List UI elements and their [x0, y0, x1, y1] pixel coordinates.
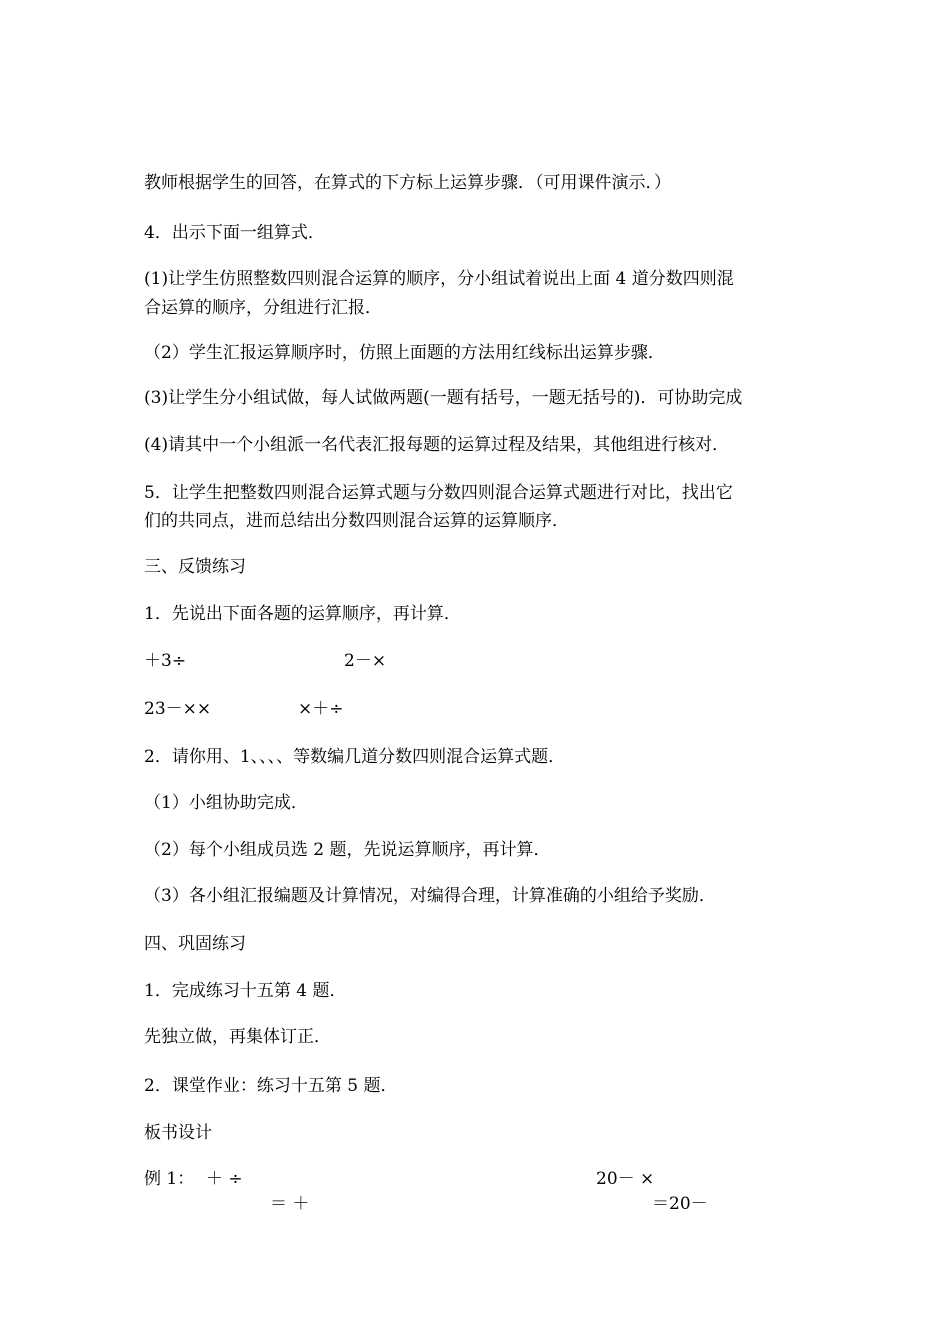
section-consolidation-heading: 四、巩固练习: [144, 934, 246, 954]
item-5-line-1: 5．让学生把整数四则混合运算式题与分数四则混合运算式题进行对比，找出它: [144, 483, 733, 503]
consolidation-item-1: 1．完成练习十五第 4 题．: [144, 981, 347, 1001]
item-5-line-2: 们的共同点，进而总结出分数四则混合运算的运算顺序．: [144, 511, 569, 531]
feedback-sub-3: （3）各小组汇报编题及计算情况，对编得合理，计算准确的小组给予奖励．: [144, 886, 716, 906]
exercise-3: 23－××: [144, 699, 212, 719]
paragraph-teacher-marks: 教师根据学生的回答，在算式的下方标上运算步骤．（可用课件演示．）: [144, 173, 671, 193]
consolidation-item-2: 2．课堂作业：练习十五第 5 题．: [144, 1076, 398, 1096]
board-left-result: ＝ ＋: [270, 1194, 310, 1214]
step-1-line-2: 合运算的顺序，分组进行汇报．: [144, 298, 382, 318]
exercise-2: 2－×: [344, 651, 387, 671]
feedback-sub-2: （2）每个小组成员选 2 题，先说运算顺序，再计算．: [144, 840, 551, 860]
board-design-heading: 板书设计: [144, 1123, 212, 1143]
section-feedback-heading: 三、反馈练习: [144, 557, 246, 577]
consolidation-note: 先独立做，再集体订正．: [144, 1027, 331, 1047]
item-4-heading: 4．出示下面一组算式．: [144, 223, 325, 243]
feedback-item-1: 1．先说出下面各题的运算顺序，再计算．: [144, 604, 461, 624]
step-3: (3)让学生分小组试做，每人试做两题(一题有括号，一题无括号的)．可协助完成: [144, 388, 743, 408]
step-4: (4)请其中一个小组派一名代表汇报每题的运算过程及结果，其他组进行核对．: [144, 435, 730, 455]
board-example-label: 例 1：: [144, 1169, 195, 1189]
exercise-1: ＋3÷: [144, 651, 187, 671]
exercise-4: ×＋÷: [298, 699, 344, 719]
board-right-result: ＝20－: [652, 1194, 708, 1214]
step-1-line-1: (1)让学生仿照整数四则混合运算的顺序，分小组试着说出上面 4 道分数四则混: [144, 269, 734, 289]
board-left-expression: ＋ ÷: [206, 1169, 243, 1189]
step-2: （2）学生汇报运算顺序时，仿照上面题的方法用红线标出运算步骤．: [144, 343, 665, 363]
feedback-item-2: 2．请你用、1、、、、等数编几道分数四则混合运算式题．: [144, 747, 566, 767]
feedback-sub-1: （1）小组协助完成．: [144, 793, 308, 813]
board-right-expression: 20－ ×: [596, 1169, 655, 1189]
